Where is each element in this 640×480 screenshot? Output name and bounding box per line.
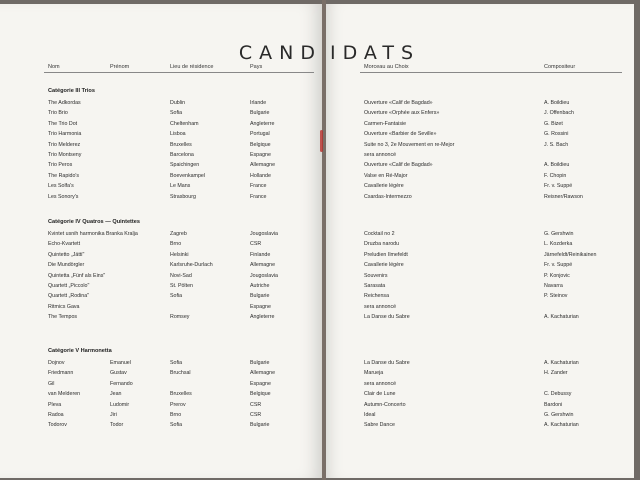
cell-lieu: Romsey — [170, 314, 190, 321]
cell-morceau: Suite no 3, 2e Mouvement en re-Mejor — [364, 141, 455, 148]
cell-compositeur: Fr. v. Suppé — [544, 262, 573, 269]
cell-nom: Quartett „Rodina" — [48, 293, 90, 300]
cell-prenom: Jean — [110, 391, 122, 398]
cell-lieu: Sofia — [170, 293, 183, 300]
cell-pays: Bulgarie — [250, 293, 270, 300]
cell-lieu: Bruxelles — [170, 391, 192, 398]
header-pays: Pays — [250, 64, 263, 70]
cell-nom: Trio Melderez — [48, 141, 81, 148]
right-page — [326, 4, 634, 478]
cell-compositeur: P. Steinov — [544, 293, 568, 300]
cell-prenom: Jiri — [110, 412, 117, 418]
cell-pays: Espagne — [250, 152, 271, 158]
cell-morceau: Ideal — [364, 412, 376, 418]
cell-prenom: Gustav — [110, 370, 127, 377]
cell-prenom: Todor — [110, 422, 124, 429]
cell-lieu: Le Mans — [170, 183, 191, 190]
cell-lieu: Sofia — [170, 422, 183, 429]
cell-morceau: Reichensa — [364, 293, 390, 300]
cell-lieu: Lisboa — [170, 131, 186, 138]
cell-nom: The Rapido's — [48, 172, 80, 179]
cell-compositeur: Bardoni — [544, 401, 563, 408]
cell-prenom: Emanuel — [110, 360, 131, 366]
cell-pays: France — [250, 193, 267, 200]
cell-morceau: Sabre Dance — [364, 422, 395, 429]
cell-morceau: La Danse du Sabre — [364, 314, 410, 321]
cell-morceau: Autumn-Concerto — [364, 401, 406, 408]
cell-lieu: Brno — [170, 412, 182, 418]
cell-pays: Espagne — [250, 303, 271, 310]
header-prenom: Prénom — [110, 64, 130, 70]
cell-compositeur: Järnefeldt/Reinikainen — [544, 251, 597, 258]
cell-pays: Jougoslavia — [250, 231, 278, 237]
cell-nom: Les Solfa's — [48, 183, 74, 190]
cell-nom: Kvintet usnih harmonika Branka Kralja — [48, 231, 138, 237]
cell-morceau: Marueja — [364, 370, 384, 377]
cell-morceau: sera annoncé — [364, 303, 397, 310]
cell-compositeur: J. S. Bach — [544, 141, 569, 148]
cell-compositeur: J. Offenbach — [544, 110, 574, 117]
cell-pays: Irlande — [250, 100, 267, 106]
cell-pays: CSR — [250, 412, 262, 418]
cell-lieu: Sofia — [170, 360, 183, 366]
cell-pays: Autriche — [250, 283, 270, 289]
cell-nom: Trio Montseny — [48, 152, 82, 158]
cell-morceau: La Danse du Sabre — [364, 360, 410, 366]
cell-nom: Friedmann — [48, 370, 74, 377]
cell-morceau: Valse en Ré-Major — [364, 172, 408, 179]
header-compositeur: Compositeur — [544, 64, 576, 70]
cell-nom: Quintetta „Fünf als Eins" — [48, 272, 106, 279]
cell-morceau: Ouverture «Calif de Bagdad» — [364, 100, 433, 106]
cell-lieu: Prerov — [170, 401, 186, 408]
cell-compositeur: A. Boildieu — [544, 100, 570, 106]
cell-lieu: Brno — [170, 241, 182, 248]
cell-compositeur: A. Boildieu — [544, 162, 570, 169]
cell-pays: Bulgarie — [250, 110, 270, 117]
cell-pays: Belgique — [250, 391, 271, 398]
cell-morceau: Ouverture «Barbier de Seville» — [364, 131, 437, 138]
cell-pays: CSR — [250, 241, 262, 248]
cell-morceau: Cocktail no 2 — [364, 231, 395, 237]
cell-compositeur: C. Debussy — [544, 391, 572, 398]
cell-compositeur: P. Konjovic — [544, 272, 570, 279]
cell-morceau: Druzba narodu — [364, 241, 400, 248]
cell-compositeur: Reisner/Rawson — [544, 193, 583, 200]
cell-nom: Todorov — [48, 422, 67, 429]
cell-lieu: Sofia — [170, 110, 183, 117]
header-nom: Nom — [48, 64, 60, 70]
cell-nom: Trio Harmonia — [48, 131, 82, 138]
cell-pays: Espagne — [250, 380, 271, 387]
title-right-half: IDATS — [330, 42, 421, 64]
cell-compositeur: L. Kozderka — [544, 241, 573, 248]
cell-morceau: Csardas-Intermezzo — [364, 193, 412, 200]
cell-pays: Jougoslavia — [250, 272, 278, 279]
cell-lieu: Strasbourg — [170, 193, 196, 200]
cell-nom: Ritmics Gava — [48, 303, 80, 310]
cell-nom: Gil — [48, 380, 55, 387]
cell-morceau: Souvenirs — [364, 272, 388, 279]
cell-nom: The Tempos — [48, 314, 78, 321]
cell-pays: Angleterre — [250, 314, 275, 321]
cell-compositeur: G. Bizet — [544, 120, 563, 127]
cell-morceau: Ouverture «Orphée aux Enfers» — [364, 110, 440, 117]
cell-nom: The Adkordas — [48, 100, 81, 106]
cell-pays: Bulgarie — [250, 360, 270, 366]
cell-nom: Quintetto „Jätti" — [48, 251, 85, 258]
cell-pays: Hollande — [250, 172, 271, 179]
cell-compositeur: Navarra — [544, 283, 563, 289]
cell-nom: Dojnov — [48, 360, 65, 366]
cell-nom: Radoa — [48, 412, 64, 418]
cell-lieu: Barcelona — [170, 152, 194, 158]
cell-pays: Bulgarie — [250, 422, 270, 429]
cell-lieu: Bruxelles — [170, 141, 192, 148]
cell-lieu: Helsinki — [170, 251, 189, 258]
bookmark-ribbon — [320, 130, 323, 152]
cell-morceau: Sarasata — [364, 283, 386, 289]
cell-pays: Finlande — [250, 251, 271, 258]
cell-nom: Trio Brio — [48, 110, 68, 117]
cell-lieu: Karlsruhe-Durlach — [170, 262, 213, 269]
cell-nom: Echo-Kvartett — [48, 241, 81, 248]
cell-nom: Les Sonory's — [48, 193, 79, 200]
cell-lieu: Boevenkampel — [170, 172, 206, 179]
cell-compositeur: G. Gershwin — [544, 231, 574, 237]
header-lieu: Lieu de résidence — [170, 64, 214, 70]
cell-compositeur: Fr. v. Suppé — [544, 183, 573, 190]
cell-nom: Quartett „Piccolo" — [48, 283, 90, 289]
cell-lieu: St. Pölten — [170, 283, 193, 289]
cell-compositeur: G. Gershwin — [544, 412, 574, 418]
cell-nom: Pleva — [48, 401, 62, 408]
cell-compositeur: F. Chopin — [544, 172, 567, 179]
cell-pays: CSR — [250, 401, 262, 408]
cell-lieu: Zagreb — [170, 231, 187, 237]
cell-morceau: Cavallerie légère — [364, 262, 404, 269]
cell-prenom: Ludomir — [110, 401, 130, 408]
title-left-half: CAND — [238, 42, 322, 64]
cell-nom: Die Mundörgler — [48, 262, 85, 269]
category-heading: Catégorie IV Quatros — Quintettes — [48, 219, 141, 225]
cell-lieu: Novi-Sad — [170, 272, 192, 279]
cell-nom: Trio Peros — [48, 162, 73, 169]
cell-lieu: Cheltenham — [170, 120, 199, 127]
cell-lieu: Dublin — [170, 100, 186, 106]
cell-pays: Angleterre — [250, 120, 275, 127]
cell-nom: van Melderen — [48, 391, 81, 398]
cell-compositeur: A. Kachaturian — [544, 314, 579, 321]
cell-compositeur: G. Rossini — [544, 131, 569, 138]
header-rule — [44, 72, 314, 73]
cell-pays: Allemagne — [250, 162, 276, 169]
cell-morceau: sera annoncé — [364, 380, 397, 387]
cell-morceau: Preludien Ilmefeldt — [364, 251, 408, 258]
cell-morceau: Cavallerie légère — [364, 183, 404, 190]
cell-morceau: Carmen-Fantaisie — [364, 120, 407, 127]
cell-pays: France — [250, 183, 267, 190]
cell-morceau: Clair de Lune — [364, 391, 396, 398]
category-heading: Catégorie III Trios — [48, 88, 95, 94]
cell-prenom: Fernando — [110, 380, 133, 387]
cell-morceau: Ouverture «Calif de Bagdad» — [364, 162, 433, 169]
cell-morceau: sera annoncé — [364, 152, 397, 158]
cell-nom: The Trio Dot — [48, 120, 78, 127]
cell-compositeur: A. Kachaturian — [544, 360, 579, 366]
cell-pays: Belgique — [250, 141, 271, 148]
header-morceau: Morceau au Choix — [364, 64, 409, 70]
cell-pays: Allemagne — [250, 262, 276, 269]
cell-compositeur: H. Zander — [544, 370, 568, 377]
cell-lieu: Spaichingen — [170, 162, 200, 169]
cell-lieu: Bruchsal — [170, 370, 191, 377]
left-page — [0, 4, 323, 478]
cell-pays: Portugal — [250, 131, 270, 138]
category-heading: Catégorie V Harmonetta — [48, 348, 112, 354]
cell-compositeur: A. Kachaturian — [544, 422, 579, 429]
header-rule-right — [360, 72, 622, 73]
cell-pays: Allemagne — [250, 370, 276, 377]
